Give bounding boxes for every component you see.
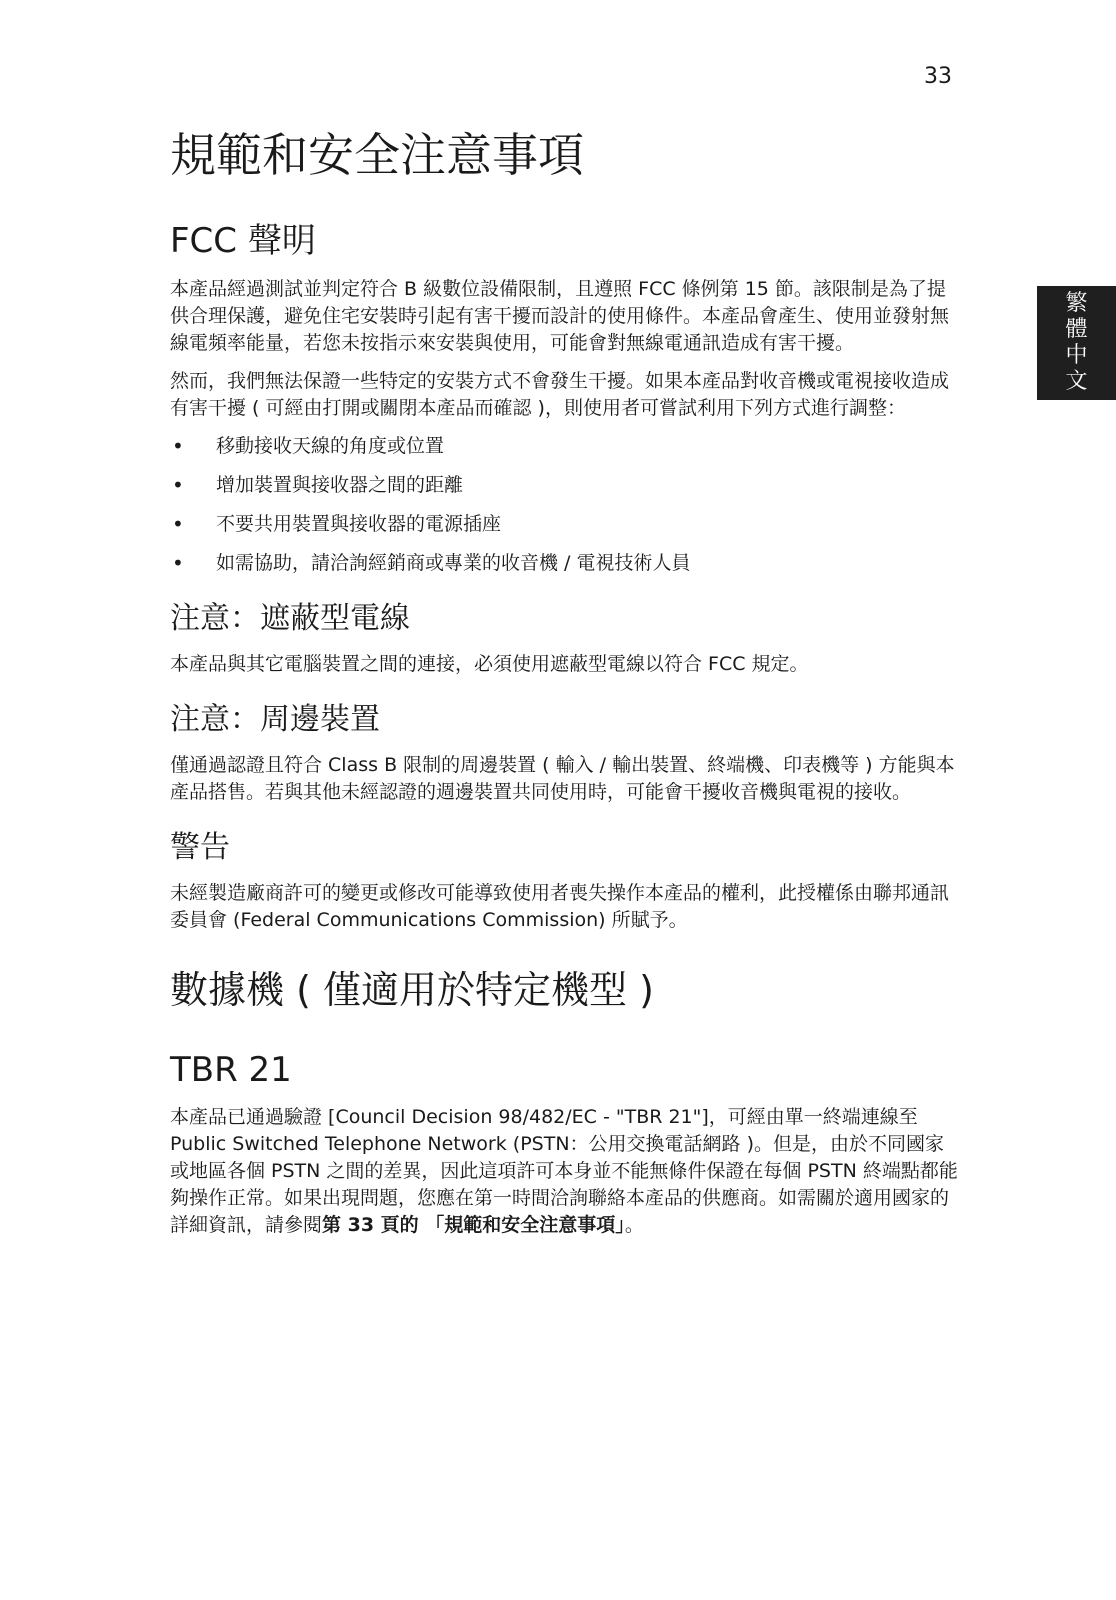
tbr21-section: [170, 1050, 960, 1240]
fcc-paragraph-1: 本產品經過測試並判定符合 B 級數位設備限制，且遵照 FCC 條例第 15 節。該限制是為了提供合理保護，避免住宅安裝時引起有害干擾而設計的使用條件。本產品會產生、使用並發射無線電頻率能量，若您未按指示來安裝與使用，可能會對無線電通訊造成有害干擾。: [170, 277, 950, 354]
shielded-cable-section: [170, 601, 960, 678]
warning-section: [170, 830, 960, 934]
page-number: 33: [924, 64, 952, 89]
list-item: • 增加裝置與接收器之間的距離: [170, 472, 960, 499]
modem-heading: 數據機 ( 僅適用於特定機型 ): [170, 967, 654, 1012]
shielded-cable-heading: 注意：遮蔽型電線: [170, 600, 410, 636]
tbr21-text: [170, 1104, 960, 1239]
language-tab-char: 繁: [1065, 291, 1088, 316]
language-tab-char: 中: [1065, 343, 1088, 368]
peripherals-text: 僅通過認證且符合 Class B 限制的周邊裝置 ( 輸入 / 輸出裝置、終端機、印表機等 ) 方能與本產品搭售。若與其他未經認證的週邊裝置共同使用時，可能會干擾收音機與電視的接收。: [170, 753, 955, 803]
tbr21-heading: TBR 21: [170, 1049, 292, 1090]
warning-text: 未經製造廠商許可的變更或修改可能導致使用者喪失操作本產品的權利，此授權係由聯邦通訊委員會 (Federal Communications Commission) 所賦予。: [170, 881, 950, 931]
peripherals-section: [170, 702, 960, 806]
peripherals-heading: 注意：周邊裝置: [170, 701, 380, 737]
page-content: [170, 128, 960, 1250]
fcc-paragraph-2: 然而，我們無法保證一些特定的安裝方式不會發生干擾。如果本產品對收音機或電視接收造成有害干擾 ( 可經由打開或關閉本產品而確認 )，則使用者可嘗試利用下列方式進行調整：: [170, 369, 950, 419]
fcc-heading: FCC 聲明: [170, 221, 316, 262]
list-item: • 不要共用裝置與接收器的電源插座: [170, 511, 960, 538]
language-tab-char: 體: [1065, 317, 1088, 342]
fcc-bullet-list: [170, 433, 960, 577]
tbr21-text-main: 本產品已通過驗證 [Council Decision 98/482/EC - "TBR 21"]，可經由單一終端連線至 Public Switched Telephone Network (PSTN：公用交換電話網路 )。但是，由於不同國家或地區各個 PSTN 之間的差異，因此這項許可本身並不能無條件保證在每個 PSTN 終端點都能夠操作正常。如果出現問題，您應在第一時間洽詢聯絡本產品的供應商。如需關於適用國家的詳細資訊，請參閱: [170, 1106, 958, 1237]
tbr21-text-end: 。: [624, 1214, 644, 1237]
list-item: • 移動接收天線的角度或位置: [170, 433, 960, 460]
fcc-section: [170, 221, 960, 577]
list-item: • 如需協助，請洽詢經銷商或專業的收音機 / 電視技術人員: [170, 550, 960, 577]
page-title: 規範和安全注意事項: [170, 128, 584, 182]
shielded-cable-text: 本產品與其它電腦裝置之間的連接，必須使用遮蔽型電線以符合 FCC 規定。: [170, 652, 809, 675]
cross-reference-link[interactable]: 第 33 頁的 「規範和安全注意事項」: [322, 1214, 625, 1237]
language-tab: [1037, 286, 1116, 400]
language-tab-char: 文: [1065, 369, 1088, 394]
warning-heading: 警告: [170, 829, 230, 865]
